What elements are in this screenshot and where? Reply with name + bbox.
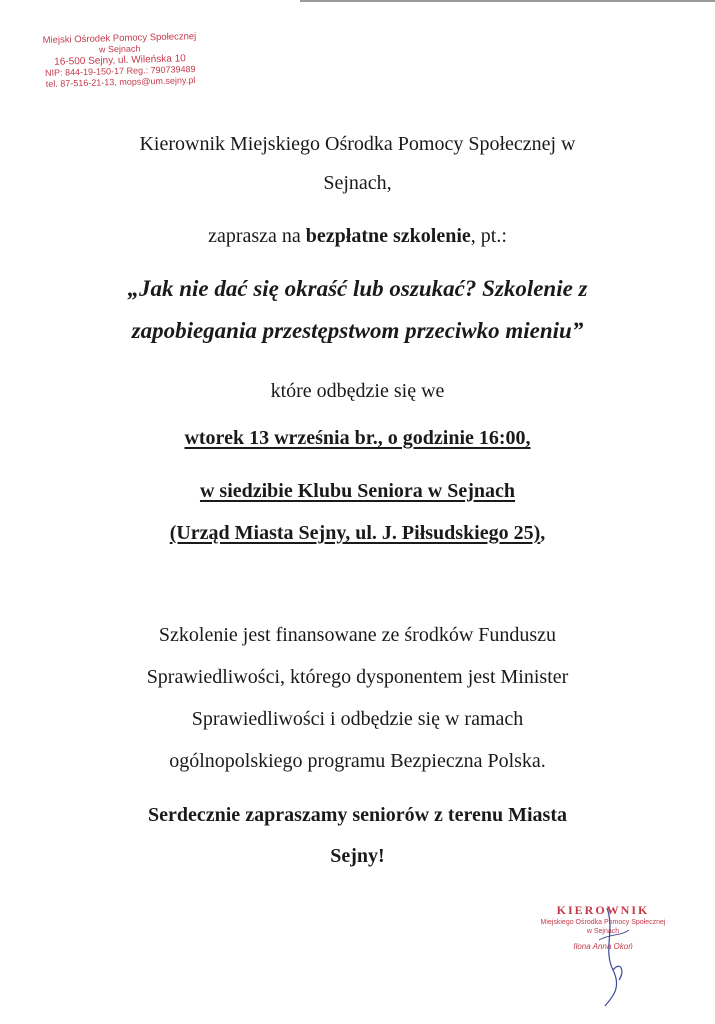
training-title: „Jak nie dać się okraść lub oszukać? Szkolenie z bbox=[127, 276, 588, 301]
invitation-emphasis: bezpłatne szkolenie bbox=[305, 225, 471, 247]
stamp-line: w Sejnach bbox=[98, 43, 141, 55]
event-address: (Urząd Miasta Sejny, ul. J. Piłsudskiego 25) bbox=[169, 522, 541, 544]
institution-stamp bbox=[19, 30, 220, 90]
signatory-name: Ilona Anna Okoń bbox=[573, 942, 633, 951]
event-address-line bbox=[0, 522, 715, 545]
intro-line: Kierownik Miejskiego Ośrodka Pomocy Społecznej w bbox=[139, 133, 576, 155]
signature-org: w Sejnach bbox=[586, 928, 620, 935]
event-date: wtorek 13 września br., o godzinie 16:00, bbox=[184, 427, 531, 449]
stamp-line: NIP: 844-19-150-17 Reg.: 790739489 bbox=[44, 64, 196, 78]
funding-line: Sprawiedliwości i odbędzie się w ramach bbox=[191, 708, 524, 730]
signature-org: Miejskiego Ośrodka Pomocy Społecznej bbox=[540, 919, 666, 926]
closing-line: Sejny! bbox=[330, 845, 385, 867]
event-address-tail: , bbox=[540, 522, 546, 544]
invitation-line bbox=[0, 225, 715, 248]
invitation-text: , pt.: bbox=[470, 225, 507, 247]
event-place: w siedzibie Klubu Seniora w Sejnach bbox=[199, 480, 516, 502]
signature-title: KIEROWNIK bbox=[556, 903, 650, 917]
stamp-line: Miejski Ośrodek Pomocy Społecznej bbox=[42, 30, 197, 47]
training-title: zapobiegania przestępstwom przeciwko mieniu” bbox=[131, 318, 584, 343]
stamp-line: 16-500 Sejny, ul. Wileńska 10 bbox=[54, 53, 186, 68]
funding-line: Szkolenie jest finansowane ze środków Funduszu bbox=[158, 624, 557, 646]
invitation-text: zaprasza na bbox=[208, 225, 306, 247]
funding-line: Sprawiedliwości, którego dysponentem jest Minister bbox=[146, 666, 569, 688]
funding-line: ogólnopolskiego programu Bezpieczna Polska. bbox=[169, 750, 546, 772]
closing-line: Serdecznie zapraszamy seniorów z terenu Miasta bbox=[148, 804, 567, 826]
handwritten-signature-icon bbox=[585, 900, 645, 1010]
stamp-line: tel. 87-516-21-13, mops@um.sejny.pl bbox=[45, 75, 196, 89]
top-rule bbox=[300, 0, 715, 2]
intro-line: Sejnach, bbox=[323, 172, 392, 194]
occurs-line: które odbędzie się we bbox=[270, 380, 445, 402]
